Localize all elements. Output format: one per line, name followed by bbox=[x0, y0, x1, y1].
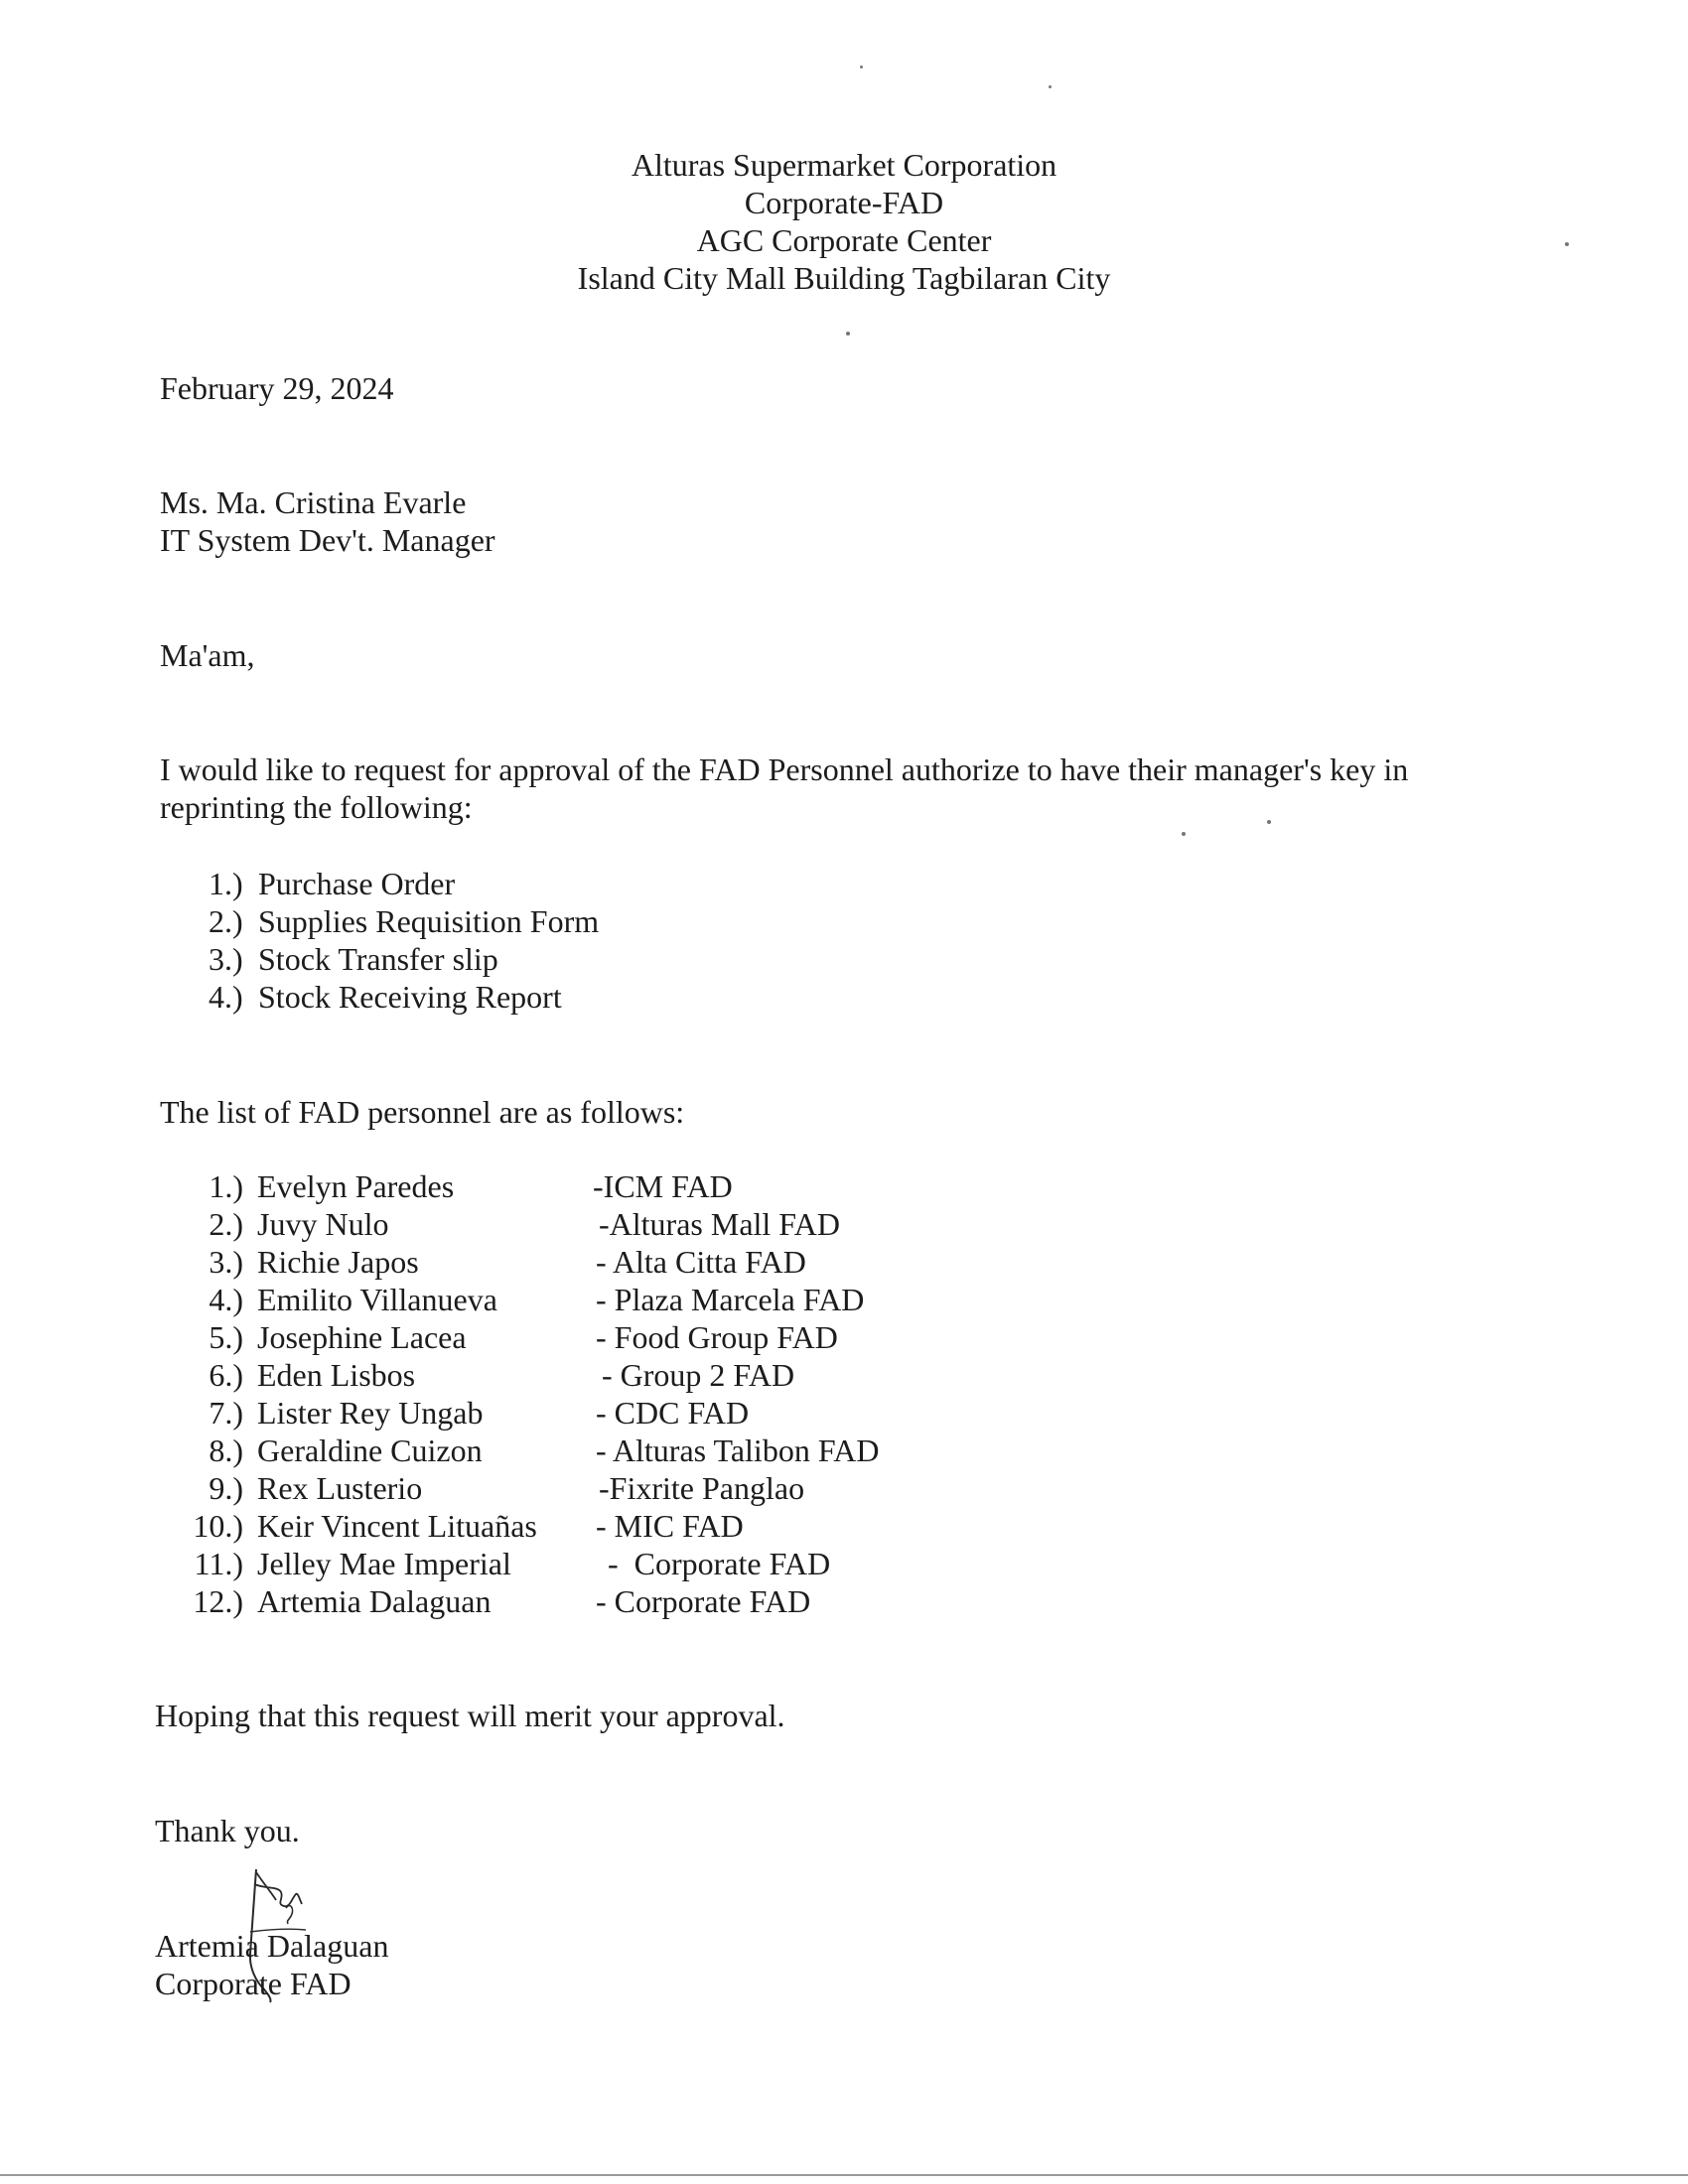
personnel-number: 12.) bbox=[193, 1583, 243, 1619]
personnel-branch: - Group 2 FAD bbox=[602, 1357, 795, 1393]
list-item bbox=[209, 865, 456, 902]
list-item bbox=[209, 978, 562, 1016]
scan-speck bbox=[1267, 820, 1271, 824]
personnel-number: 7.) bbox=[209, 1395, 243, 1431]
scan-speck bbox=[1565, 242, 1569, 246]
personnel-name: Eden Lisbos bbox=[257, 1357, 416, 1393]
personnel-branch: - Corporate FAD bbox=[596, 1583, 811, 1619]
personnel-number: 4.) bbox=[209, 1282, 243, 1317]
salutation: Ma'am, bbox=[160, 637, 255, 673]
list-item-label: Stock Transfer slip bbox=[258, 941, 498, 977]
personnel-name: Jelley Mae Imperial bbox=[257, 1546, 511, 1581]
personnel-number: 9.) bbox=[209, 1470, 243, 1506]
request-paragraph-line-1: I would like to request for approval of the FAD Personnel authorize to have their manager's key in bbox=[160, 751, 1409, 787]
personnel-branch: - Food Group FAD bbox=[596, 1319, 838, 1355]
personnel-branch: - Plaza Marcela FAD bbox=[596, 1282, 865, 1317]
personnel-branch: - CDC FAD bbox=[596, 1395, 750, 1431]
personnel-name: Juvy Nulo bbox=[257, 1206, 389, 1242]
signatory-name: Artemia Dalaguan bbox=[155, 1928, 389, 1964]
recipient-title: IT System Dev't. Manager bbox=[160, 522, 495, 558]
scan-speck bbox=[1182, 832, 1186, 836]
personnel-branch: - Corporate FAD bbox=[608, 1546, 831, 1581]
letterhead-center: AGC Corporate Center bbox=[696, 222, 992, 258]
personnel-name: Artemia Dalaguan bbox=[257, 1583, 492, 1619]
personnel-name: Evelyn Paredes bbox=[257, 1168, 455, 1204]
personnel-branch: -ICM FAD bbox=[593, 1168, 733, 1204]
scan-edge-line bbox=[0, 2174, 1688, 2176]
letterhead-address: Island City Mall Building Tagbilaran City bbox=[577, 260, 1111, 296]
request-paragraph-line-2: reprinting the following: bbox=[160, 789, 473, 825]
list-item-number: 3.) bbox=[209, 941, 243, 977]
personnel-name: Rex Lusterio bbox=[257, 1470, 423, 1506]
personnel-branch: - Alturas Talibon FAD bbox=[596, 1433, 880, 1468]
list-item-label: Stock Receiving Report bbox=[258, 979, 562, 1015]
personnel-intro: The list of FAD personnel are as follows: bbox=[160, 1094, 685, 1130]
personnel-number: 6.) bbox=[209, 1357, 243, 1393]
list-item-label: Purchase Order bbox=[258, 866, 456, 901]
personnel-name: Josephine Lacea bbox=[257, 1319, 467, 1355]
personnel-name: Lister Rey Ungab bbox=[257, 1395, 484, 1431]
list-item-label: Supplies Requisition Form bbox=[258, 903, 600, 939]
scan-speck bbox=[860, 66, 863, 68]
personnel-number: 11.) bbox=[194, 1546, 243, 1581]
scan-speck bbox=[1049, 85, 1052, 88]
list-item-number: 1.) bbox=[209, 866, 243, 901]
personnel-branch: - MIC FAD bbox=[596, 1508, 744, 1544]
personnel-number: 3.) bbox=[209, 1244, 243, 1280]
letterhead bbox=[0, 146, 1688, 297]
personnel-name: Geraldine Cuizon bbox=[257, 1433, 483, 1468]
list-item bbox=[209, 940, 498, 978]
scan-speck bbox=[846, 332, 850, 336]
letter-date: February 29, 2024 bbox=[160, 370, 394, 406]
letterhead-department: Corporate-FAD bbox=[744, 185, 944, 220]
recipient-name: Ms. Ma. Cristina Evarle bbox=[160, 484, 467, 520]
list-item-number: 4.) bbox=[209, 979, 243, 1015]
personnel-branch: -Alturas Mall FAD bbox=[599, 1206, 840, 1242]
personnel-branch: - Alta Citta FAD bbox=[596, 1244, 806, 1280]
signatory-department: Corporate FAD bbox=[155, 1966, 352, 2001]
personnel-number: 1.) bbox=[209, 1168, 243, 1204]
list-item bbox=[209, 902, 600, 940]
personnel-name: Richie Japos bbox=[257, 1244, 419, 1280]
personnel-number: 8.) bbox=[209, 1433, 243, 1468]
personnel-number: 5.) bbox=[209, 1319, 243, 1355]
letterhead-company: Alturas Supermarket Corporation bbox=[631, 147, 1057, 183]
closing-thanks: Thank you. bbox=[155, 1813, 300, 1848]
personnel-number: 10.) bbox=[193, 1508, 243, 1544]
personnel-name: Keir Vincent Lituañas bbox=[257, 1508, 537, 1544]
personnel-name: Emilito Villanueva bbox=[257, 1282, 497, 1317]
list-item-number: 2.) bbox=[209, 903, 243, 939]
personnel-number: 2.) bbox=[209, 1206, 243, 1242]
personnel-branch: -Fixrite Panglao bbox=[599, 1470, 805, 1506]
closing-hope: Hoping that this request will merit your approval. bbox=[155, 1698, 785, 1733]
